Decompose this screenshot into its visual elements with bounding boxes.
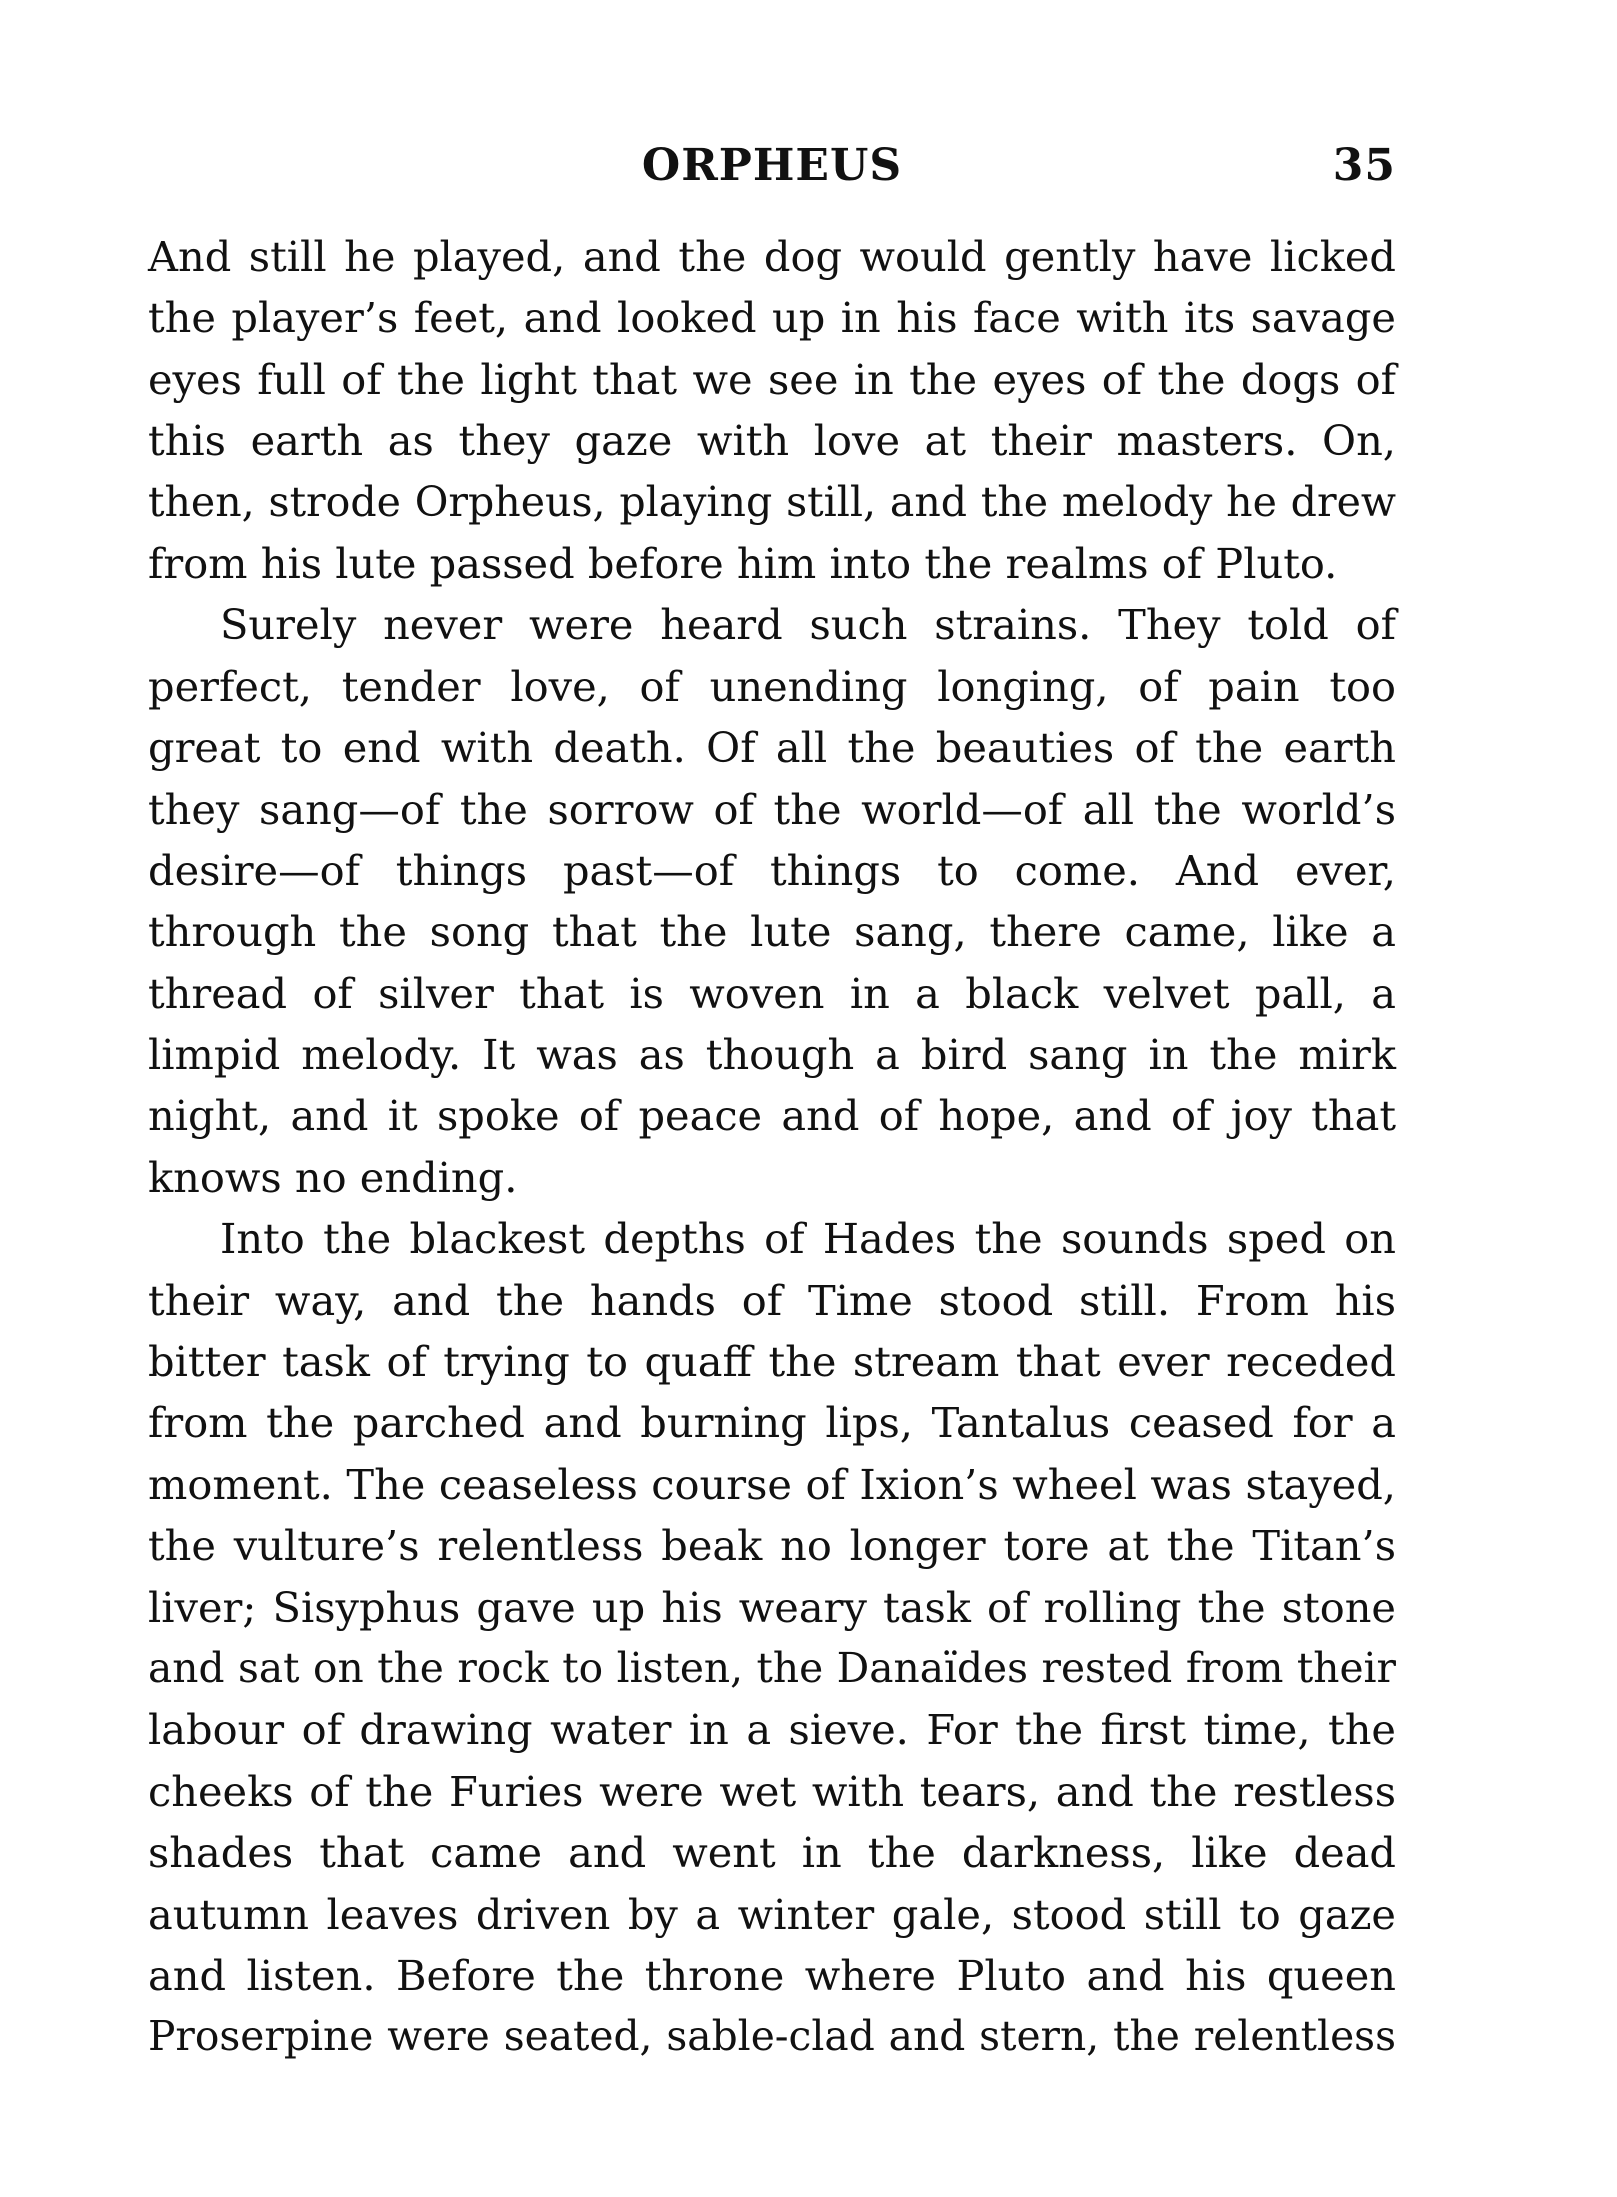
text-line: night, and it spoke of peace and of hope, and of joy that xyxy=(148,1091,1396,1141)
body-text xyxy=(148,226,1396,2068)
text-line: Proserpine were seated, sable-clad and stern, the relentless xyxy=(148,2012,1396,2061)
text-line: moment. The ceaseless course of Ixion’s wheel was stayed, xyxy=(148,1459,1396,1509)
text-line: bitter task of trying to quaff the stream that ever receded xyxy=(148,1337,1396,1387)
text-line: autumn leaves driven by a winter gale, stood still to gaze xyxy=(148,1889,1396,1939)
running-title: ORPHEUS xyxy=(641,140,903,191)
text-line: cheeks of the Furies were wet with tears, and the restless xyxy=(148,1766,1396,1816)
text-line: Into the blackest depths of Hades the sounds sped on xyxy=(220,1214,1396,1264)
text-line: eyes full of the light that we see in the eyes of the dogs of xyxy=(148,354,1396,404)
text-line: their way, and the hands of Time stood still. From his xyxy=(148,1275,1396,1325)
running-head xyxy=(148,140,1396,200)
text-line: liver; Sisyphus gave up his weary task of rolling the stone xyxy=(148,1582,1396,1632)
page-number: 35 xyxy=(1332,140,1396,191)
text-line: limpid melody. It was as though a bird sang in the mirk xyxy=(148,1030,1396,1080)
text-line: Surely never were heard such strains. They told of xyxy=(220,600,1396,650)
text-line: shades that came and went in the darkness, like dead xyxy=(148,1828,1396,1878)
text-line: through the song that the lute sang, there came, like a xyxy=(148,907,1396,957)
text-line: then, strode Orpheus, playing still, and the melody he drew xyxy=(148,477,1396,526)
text-line: thread of silver that is woven in a black velvet pall, a xyxy=(148,968,1396,1018)
text-line: perfect, tender love, of unending longing, of pain too xyxy=(148,661,1396,711)
text-line: and listen. Before the throne where Pluto and his queen xyxy=(148,1950,1396,2000)
text-line: the vulture’s relentless beak no longer tore at the Titan’s xyxy=(148,1521,1396,1571)
text-line: they sang—of the sorrow of the world—of all the world’s xyxy=(148,784,1396,834)
text-line: great to end with death. Of all the beauties of the earth xyxy=(148,723,1396,773)
text-line: desire—of things past—of things to come. And ever, xyxy=(148,845,1396,895)
text-line: from the parched and burning lips, Tantalus ceased for a xyxy=(148,1398,1396,1448)
text-line: And still he played, and the dog would gently have licked xyxy=(148,232,1396,281)
text-line: labour of drawing water in a sieve. For the first time, the xyxy=(148,1705,1396,1755)
text-line: knows no ending. xyxy=(148,1152,518,1202)
text-line: from his lute passed before him into the realms of Pluto. xyxy=(148,538,1338,588)
text-line: and sat on the rock to listen, the Danaïdes rested from their xyxy=(148,1643,1396,1692)
text-line: this earth as they gaze with love at their masters. On, xyxy=(148,416,1396,466)
text-line: the player’s feet, and looked up in his face with its savage xyxy=(148,293,1396,343)
